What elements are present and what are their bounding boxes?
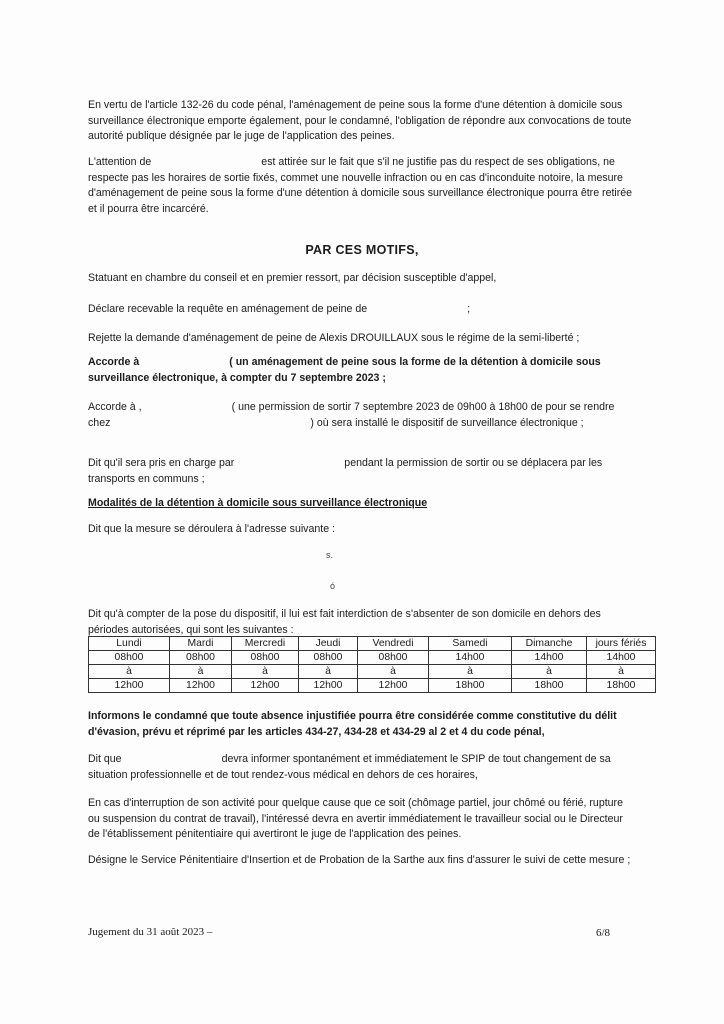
header-jours-feries: jours fériés (587, 637, 656, 651)
footer-judgment-date: Jugement du 31 août 2023 – (88, 926, 213, 938)
table-row (89, 651, 656, 665)
paragraph-statuant: Statuant en chambre du conseil et en premier ressort, par décision susceptible d'appel, (88, 272, 497, 284)
attention-start: L'attention de (88, 156, 152, 168)
table-cell: 12h00 (170, 679, 232, 693)
table-cell: 18h00 (512, 679, 587, 693)
address-mark: s. (326, 550, 334, 560)
modalites-heading: Modalités de la détention à domicile sous surveillance électronique (88, 497, 428, 509)
table-cell: 14h00 (587, 651, 656, 665)
accorde2-end: ) où sera installé le dispositif de surveillance électronique ; (310, 416, 584, 429)
table-cell: 12h00 (89, 679, 170, 693)
paragraph-article-132-26: En vertu de l'article 132-26 du code pénal, l'aménagement de peine sous la forme d'une détention à domicile sous surveillance électronique emporte également, pour le condamné, l'obligation de répondre aux convocations de toute autorité publique désignée par le juge de l'application des peines. (88, 99, 632, 142)
accorde2-start: Accorde à , (88, 401, 142, 413)
table-row (89, 679, 656, 693)
paragraph-interruption: En cas d'interruption de son activité pour quelque cause que ce soit (chômage partiel, jour chômé ou férié, rupture ou suspension du contrat de travail), l'intéressé devra en avertir immédiatement le travailleur social ou le Directeur de l'établissement pénitentiaire qui avertiront le juge de l'application des peines. (88, 797, 623, 840)
table-cell: 14h00 (512, 651, 587, 665)
paragraph-adresse: Dit que la mesure se déroulera à l'adresse suivante : (88, 523, 335, 535)
table-cell: 08h00 (170, 651, 232, 665)
table-cell: 12h00 (358, 679, 429, 693)
table-cell: à (232, 665, 299, 679)
table-cell: 12h00 (232, 679, 299, 693)
paragraph-accorde-permission (88, 400, 633, 431)
header-jeudi: Jeudi (299, 637, 358, 651)
declare-start: Déclare recevable la requête en aménagement de peine de (88, 303, 368, 315)
table-cell: 14h00 (429, 651, 512, 665)
table-cell: 08h00 (89, 651, 170, 665)
header-mardi: Mardi (170, 637, 232, 651)
table-cell: 08h00 (358, 651, 429, 665)
declare-end: ; (467, 303, 471, 315)
page-number: 6/8 (596, 927, 611, 939)
table-cell: à (429, 665, 512, 679)
paragraph-designe: Désigne le Service Pénitentiaire d'Insertion et de Probation de la Sarthe aux fins d'assurer le suivi de cette mesure ; (88, 854, 631, 866)
paragraph-prise-en-charge (88, 456, 633, 487)
accorde1-rest: ( un aménagement de peine sous la forme de la détention à domicile sous surveillance électronique, à compter du 7 septembre 2023 ; (88, 356, 601, 384)
table-cell: 18h00 (429, 679, 512, 693)
paragraph-declare (88, 302, 633, 318)
table-header-row (89, 637, 656, 651)
dit-que-start: Dit que (88, 753, 122, 765)
paragraph-accorde-aménagement (88, 355, 633, 386)
section-title: PAR CES MOTIFS, (305, 243, 419, 257)
address-mark: ó (330, 581, 336, 591)
paragraph-attention (88, 155, 633, 217)
prise-rest: pendant la permission de sortir ou se déplacera par les transports en communs ; (88, 457, 603, 485)
table-cell: à (299, 665, 358, 679)
table-row (89, 665, 656, 679)
header-lundi: Lundi (89, 637, 170, 651)
table-cell: à (587, 665, 656, 679)
table-cell: 18h00 (587, 679, 656, 693)
accorde2-mid: ( une permission de sortir 7 septembre 2023 de 09h00 à 18h00 de pour se rendre chez (88, 401, 615, 429)
paragraph-rejette: Rejette la demande d'aménagement de peine de Alexis DROUILLAUX sous le régime de la semi-liberté ; (88, 332, 580, 344)
table-cell: à (170, 665, 232, 679)
table-cell: à (358, 665, 429, 679)
header-samedi: Samedi (429, 637, 512, 651)
paragraph-dit-que (88, 752, 633, 783)
schedule-table (88, 636, 656, 693)
header-mercredi: Mercredi (232, 637, 299, 651)
table-cell: à (89, 665, 170, 679)
prise-start: Dit qu'il sera pris en charge par (88, 457, 235, 469)
accorde1-start: Accorde à (88, 356, 140, 368)
header-dimanche: Dimanche (512, 637, 587, 651)
paragraph-interdiction: Dit qu'à compter de la pose du dispositif, il lui est fait interdiction de s'absenter de son domicile en dehors des périodes autorisées, qui sont les suivantes : (88, 608, 601, 636)
header-vendredi: Vendredi (358, 637, 429, 651)
table-cell: 12h00 (299, 679, 358, 693)
attention-rest: est attirée sur le fait que s'il ne justifie pas du respect de ses obligations, ne respecte pas les horaires de sortie fixés, commet une nouvelle infraction ou en cas d'inconduite notoire, la mesure d'aménagement de peine sous la forme d'une détention à domicile sous surveillance électronique pourra être retirée et il pourra être incarcéré. (88, 156, 633, 215)
paragraph-informons: Informons le condamné que toute absence injustifiée pourra être considérée comme constitutive du délit d'évasion, prévu et réprimé par les articles 434-27, 434-28 et 434-29 al 2 et 4 du code pénal, (88, 710, 617, 738)
table-cell: 08h00 (232, 651, 299, 665)
table-cell: à (512, 665, 587, 679)
dit-que-rest: devra informer spontanément et immédiatement le SPIP de tout changement de sa situation professionnelle et de tout rendez-vous médical en dehors de ces horaires, (88, 753, 611, 781)
table-cell: 08h00 (299, 651, 358, 665)
